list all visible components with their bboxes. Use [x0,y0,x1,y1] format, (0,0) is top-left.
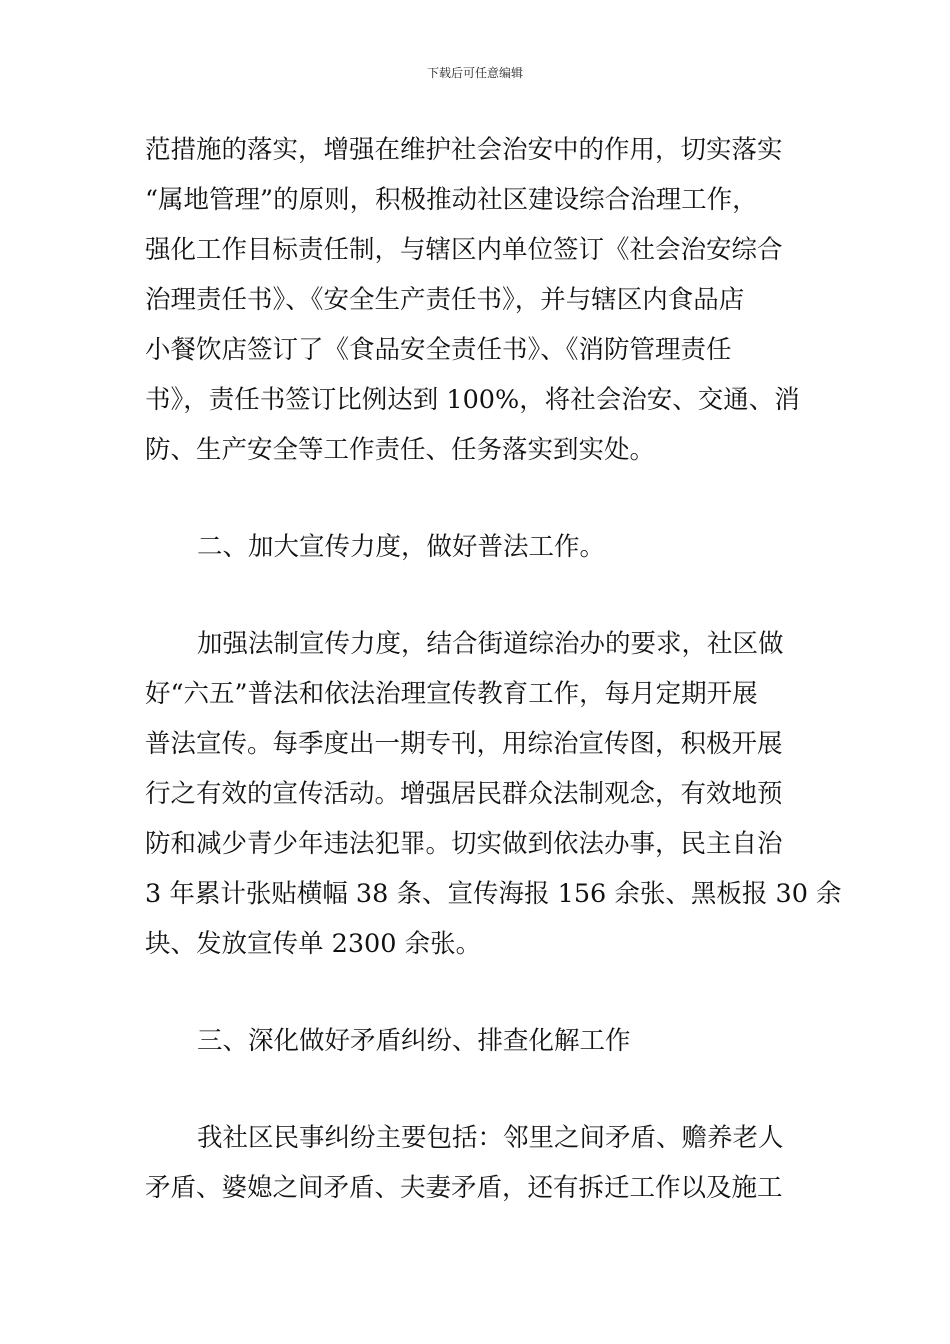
paragraph-disputes [145,1113,810,1213]
text-line: 行之有效的宣传活动。增强居民群众法制观念，有效地预 [145,779,783,809]
paragraph-gap [145,572,810,619]
text-line: 3 年累计张贴横幅 38 条、宣传海报 156 余张、黑板报 30 余 [145,879,842,909]
document-body [145,125,842,1213]
paragraph-gap [145,475,810,522]
paragraph-publicity [145,619,842,969]
text-line: 好“六五”普法和依法治理宣传教育工作，每月定期开展 [145,679,758,709]
text-line: 防和减少青少年违法犯罪。切实做到依法办事，民主自治 [145,829,783,859]
text-line: “属地管理”的原则，积极推动社区建设综合治理工作， [145,185,758,215]
text-line: 治理责任书》、《安全生产责任书》，并与辖区内食品店 [145,285,745,315]
section-heading-2: 二、加大宣传力度，做好普法工作。 [197,532,606,562]
text-line: 矛盾、婆媳之间矛盾、夫妻矛盾，还有拆迁工作以及施工 [145,1173,783,1203]
text-line: 我社区民事纠纷主要包括：邻里之间矛盾、赡养老人 [197,1123,784,1153]
page-header-note: 下载后可任意编辑 [426,66,523,80]
text-line: 普法宣传。每季度出一期专刊，用综治宣传图，积极开展 [145,729,783,759]
text-line: 范措施的落实，增强在维护社会治安中的作用，切实落实 [145,135,783,165]
text-line: 防、生产安全等工作责任、任务落实到实处。 [145,435,656,465]
text-line: 书》，责任书签订比例达到 100%，将社会治安、交通、消 [145,385,800,415]
text-line: 块、发放宣传单 2300 余张。 [145,929,482,959]
text-line: 强化工作目标责任制，与辖区内单位签订《社会治安综合 [145,235,783,265]
text-line: 小餐饮店签订了《食品安全责任书》、《消防管理责任 [145,335,732,365]
paragraph-gap [145,969,810,1016]
paragraph-continuation [145,125,810,475]
text-line: 加强法制宣传力度，结合街道综治办的要求，社区做 [197,629,784,659]
section-heading-3: 三、深化做好矛盾纠纷、排查化解工作 [197,1026,631,1056]
paragraph-gap [145,1066,810,1113]
